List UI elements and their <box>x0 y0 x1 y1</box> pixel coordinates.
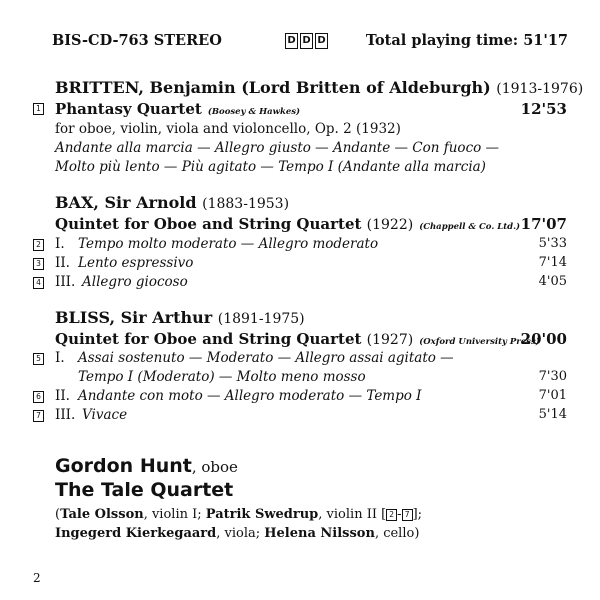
track-range-dash: - <box>397 507 402 522</box>
movement-number: I. <box>55 350 65 366</box>
member-name: Patrik Swedrup <box>205 507 319 522</box>
movement-number: III. <box>55 407 76 423</box>
member-name: Helena Nilsson <box>264 526 375 541</box>
movement-duration: 7'14 <box>538 255 567 270</box>
open-paren: ( <box>55 507 61 522</box>
work-scoring: for oboe, violin, viola and violoncello, Op. 2 (1932) <box>55 121 401 137</box>
track-number-box: 5 <box>33 353 44 365</box>
work-publisher: (Oxford University Press) <box>419 337 540 347</box>
catalog-number: BIS-CD-763 STEREO <box>52 32 222 49</box>
work-tempi-line-1: Andante alla marcia — Allegro giusto — Andante — Con fuoco — <box>55 140 500 156</box>
ddd-letter-3: D <box>315 33 328 49</box>
track-range-to-box: 7 <box>402 509 413 521</box>
ddd-letter-2: D <box>300 33 313 49</box>
members-line-1 <box>55 507 422 522</box>
page-number: 2 <box>33 571 41 585</box>
movement-tempo: Tempo molto moderato — Allegro moderato <box>78 236 379 252</box>
movement-duration: 5'14 <box>538 407 567 422</box>
member-role: , viola; <box>216 526 265 541</box>
ddd-letter-1: D <box>285 33 298 49</box>
work-tempi-line-2: Molto più lento — Più agitato — Tempo I (Andante alla marcia) <box>55 159 486 175</box>
composer-dates: (1913-1976) <box>496 81 584 97</box>
members-line-2 <box>55 526 419 541</box>
work-duration: 20'00 <box>520 330 567 348</box>
movement-tempo-continued: Tempo I (Moderato) — Molto meno mosso <box>78 369 366 385</box>
track-number-box: 7 <box>33 410 44 422</box>
soloist <box>55 455 238 477</box>
track-number-box: 3 <box>33 258 44 270</box>
work-title <box>55 100 300 118</box>
member-role: , violin II [ <box>318 507 387 522</box>
work-title <box>55 215 520 233</box>
work-name: Quintet for Oboe and String Quartet <box>55 330 362 348</box>
movement-number: II. <box>55 255 70 271</box>
composer-name: BLISS, Sir Arthur <box>55 308 213 327</box>
composer-title-note: (Lord Britten of Aldeburgh) <box>241 78 491 97</box>
work-duration: 17'07 <box>520 215 567 233</box>
track-number-box: 6 <box>33 391 44 403</box>
work-publisher: (Chappell & Co. Ltd.) <box>419 222 521 232</box>
ddd-badge <box>285 33 328 49</box>
ensemble-name: The Tale Quartet <box>55 479 234 501</box>
track-range-from-box: 2 <box>386 509 397 521</box>
composer-dates: (1891-1975) <box>217 311 305 327</box>
member-name: Tale Olsson <box>60 507 144 522</box>
work-name: Quintet for Oboe and String Quartet <box>55 215 362 233</box>
work-publisher: (Boosey & Hawkes) <box>207 107 301 117</box>
track-number-box: 2 <box>33 239 44 251</box>
total-playing-time: Total playing time: 51'17 <box>365 32 568 49</box>
track-range-close: ]; <box>412 507 423 522</box>
work-year: (1922) <box>366 217 414 233</box>
composer-name: BAX, Sir Arnold <box>55 193 197 212</box>
work-name: Phantasy Quartet <box>55 100 202 118</box>
movement-tempo: Assai sostenuto — Moderato — Allegro assai agitato — <box>78 350 454 366</box>
movement-number: I. <box>55 236 65 252</box>
composer-dates: (1883-1953) <box>202 196 290 212</box>
work-year: (1927) <box>366 332 414 348</box>
member-role: , violin I; <box>143 507 206 522</box>
movement-duration: 5'33 <box>538 236 567 251</box>
track-number-box: 4 <box>33 277 44 289</box>
movement-duration: 7'01 <box>538 388 567 403</box>
member-role: , cello) <box>374 526 420 541</box>
composer-name: BRITTEN, Benjamin <box>55 78 236 97</box>
composer-bax <box>55 193 289 212</box>
movement-duration: 7'30 <box>538 369 567 384</box>
soloist-name: Gordon Hunt <box>55 455 192 477</box>
soloist-role: , oboe <box>191 458 238 476</box>
track-number-box: 1 <box>33 103 44 115</box>
movement-tempo: Lento espressivo <box>78 255 194 271</box>
movement-tempo: Allegro giocoso <box>82 274 188 290</box>
movement-duration: 4'05 <box>538 274 567 289</box>
movement-number: III. <box>55 274 76 290</box>
member-name: Ingegerd Kierkegaard <box>55 526 217 541</box>
movement-tempo: Vivace <box>82 407 128 423</box>
composer-britten <box>55 78 583 97</box>
work-duration: 12'53 <box>520 100 567 118</box>
work-title <box>55 330 540 348</box>
movement-number: II. <box>55 388 70 404</box>
composer-bliss <box>55 308 305 327</box>
movement-tempo: Andante con moto — Allegro moderato — Tempo I <box>78 388 422 404</box>
